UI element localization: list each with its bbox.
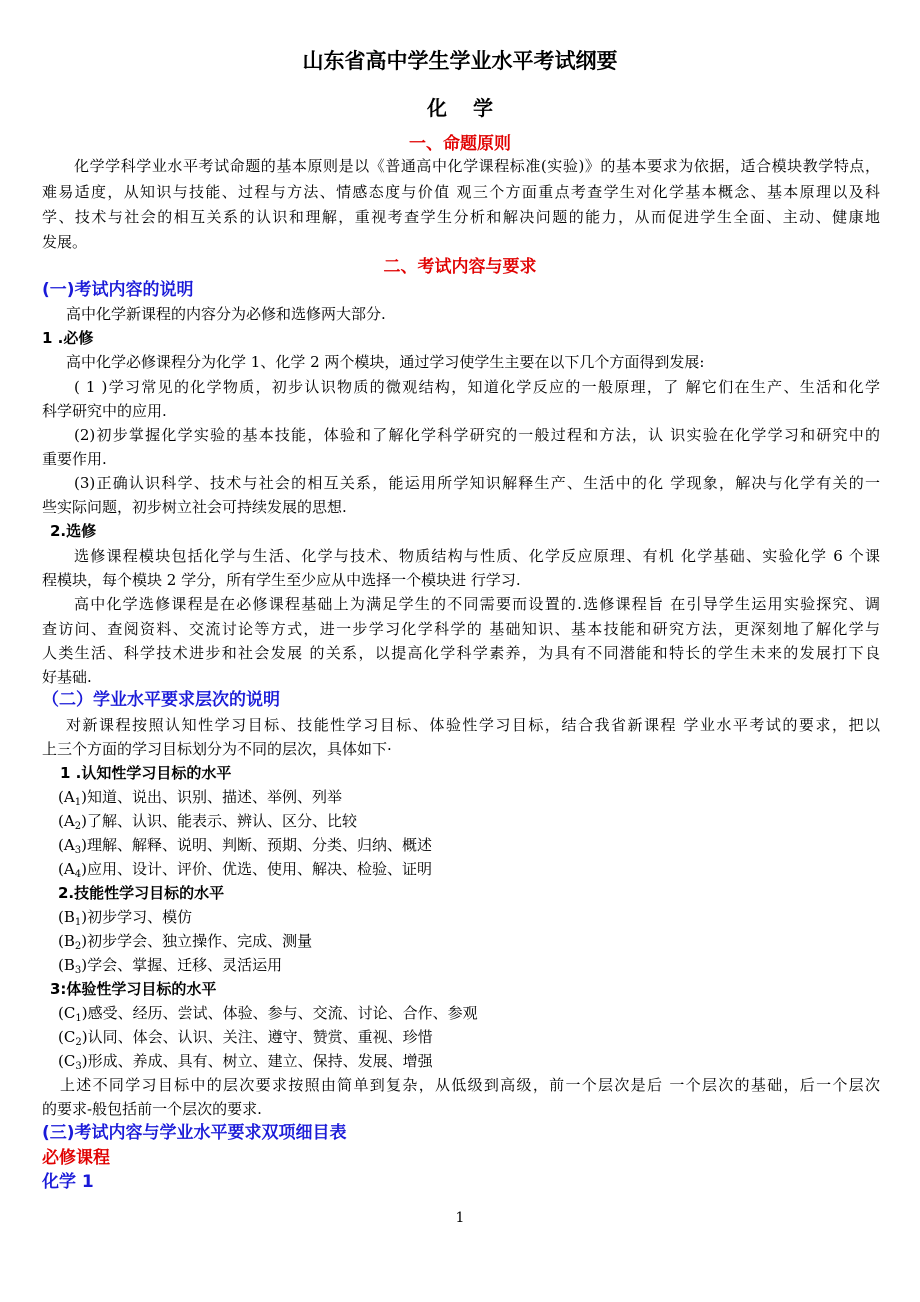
level-item: $(B_2)$初步学会、独立操作、完成、测量 <box>58 932 313 952</box>
paragraph-line: 的要求-般包括前一个层次的要求. <box>42 1100 262 1118</box>
subsection-heading-levels: （二）学业水平要求层次的说明 <box>42 690 280 710</box>
heading-required-course: 1 .必修 <box>42 329 94 347</box>
list-item-line: (3)正确认识科学、技术与社会的相互关系，能运用所学知识解释生产、生活中的化 学现象，解决与化学有关的一 <box>74 474 880 492</box>
level-item: $(C_1)$感受、经历、尝试、体验、参与、交流、讨论、合作、参观 <box>58 1004 478 1024</box>
list-item-line: (2)初步掌握化学实验的基本技能，体验和了解化学科学研究的一般过程和方法，认 识实验在化学学习和研究中的 <box>74 426 880 444</box>
subject-title: 化学 <box>427 96 519 120</box>
paragraph-line: 上三个方面的学习目标划分为不同的层次，具体如下· <box>42 740 392 758</box>
paragraph-line: 选修课程模块包括化学与生活、化学与技术、物质结构与性质、化学反应原理、有机 化学基础、实验化学 6 个课 <box>74 547 880 565</box>
section-heading-principles: 一、命题原则 <box>409 134 511 154</box>
level-item: $(C_3)$形成、养成、具有、树立、建立、保持、发展、增强 <box>58 1052 433 1072</box>
paragraph-line: 上述不同学习目标中的层次要求按照由简单到复杂，从低级到高级，前一个层次是后 一个层次的基础，后一个层次 <box>60 1076 880 1094</box>
level-item: $(C_2)$认同、体会、认识、关注、遵守、赞赏、重视、珍惜 <box>58 1028 433 1048</box>
subsection-heading-content-desc: (一)考试内容的说明 <box>42 280 194 300</box>
page-number: 1 <box>455 1210 465 1226</box>
paragraph-line: 程模块，每个模块 2 学分，所有学生至少应从中选择一个模块进 行学习. <box>42 571 521 589</box>
level-item: $(A_1)$知道、说出、识别、描述、举例、列举 <box>58 788 342 808</box>
paragraph-line: 难易适度，从知识与技能、过程与方法、情感态度与价值 观三个方面重点考查学生对化学基本概念、基本原理以及科 <box>42 183 880 201</box>
paragraph-line: 化学学科学业水平考试命题的基本原则是以《普通高中化学课程标准(实验)》的基本要求为依据，适合模块教学特点， <box>74 157 880 175</box>
paragraph-line: 好基础. <box>42 668 92 686</box>
paragraph-line: 高中化学选修课程是在必修课程基础上为满足学生的不同需要而设置的.选修课程旨 在引导学生运用实验探究、调 <box>74 595 880 613</box>
level-item: $(B_1)$初步学习、模仿 <box>58 908 193 928</box>
heading-skill-level: 2.技能性学习目标的水平 <box>58 884 225 902</box>
list-item-line: 科学研究中的应用. <box>42 402 167 420</box>
paragraph-line: 发展。 <box>42 233 88 251</box>
heading-required-courses: 必修课程 <box>42 1148 110 1168</box>
paragraph-line: 人类生活、科学技术进步和社会发展 的关系，以提高化学科学素养，为具有不同潜能和特长的学生未来的发展打下良 <box>42 644 880 662</box>
level-item: $(B_3)$学会、掌握、迁移、灵活运用 <box>58 956 283 976</box>
paragraph-line: 对新课程按照认知性学习目标、技能性学习目标、体验性学习目标，结合我省新课程 学业水平考试的要求，把以 <box>66 716 880 734</box>
paragraph-line: 学、技术与社会的相互关系的认识和理解，重视考查学生分析和解决问题的能力，从而促进学生全面、主动、健康地 <box>42 208 880 226</box>
paragraph-line: 高中化学必修课程分为化学 1、化学 2 两个模块，通过学习使学生主要在以下几个方面得到发展: <box>66 353 705 371</box>
heading-elective-course: 2.选修 <box>50 522 97 540</box>
heading-cognitive-level: 1 .认知性学习目标的水平 <box>60 764 232 782</box>
paragraph-line: 查访问、查阅资料、交流讨论等方式，进一步学习化学科学的 基础知识、基本技能和研究方法，更深刻地了解化学与 <box>42 620 880 638</box>
list-item-line: ( 1 )学习常见的化学物质，初步认识物质的微观结构，知道化学反应的一般原理，了 解它们在生产、生活和化学 <box>74 378 880 396</box>
paragraph-line: 高中化学新课程的内容分为必修和选修两大部分. <box>66 305 386 323</box>
section-heading-content: 二、考试内容与要求 <box>383 257 537 277</box>
list-item-line: 重要作用. <box>42 450 107 468</box>
list-item-line: 些实际问题，初步树立社会可持续发展的思想. <box>42 498 347 516</box>
heading-experience-level: 3:体验性学习目标的水平 <box>50 980 217 998</box>
level-item: $(A_2)$了解、认识、能表示、辨认、区分、比较 <box>58 812 357 832</box>
subsection-heading-detail-table: (三)考试内容与学业水平要求双项细目表 <box>42 1123 347 1143</box>
level-item: $(A_3)$理解、解释、说明、判断、预期、分类、归纳、概述 <box>58 836 432 856</box>
document-title: 山东省高中学生学业水平考试纲要 <box>302 49 618 73</box>
heading-module-chem1: 化学 1 <box>42 1172 94 1192</box>
level-item: $(A_4)$应用、设计、评价、优选、使用、解决、检验、证明 <box>58 860 432 880</box>
